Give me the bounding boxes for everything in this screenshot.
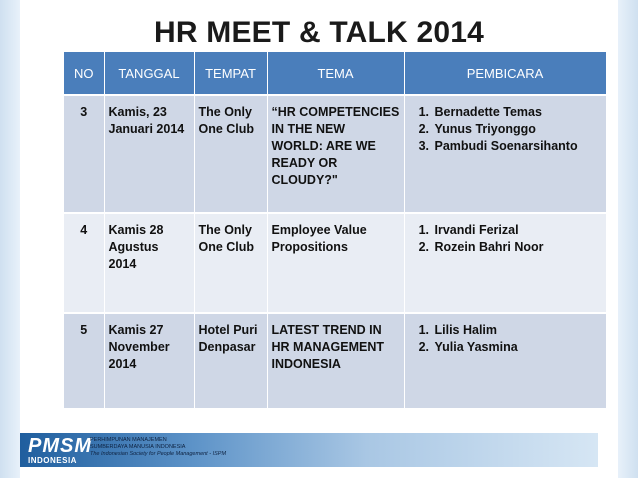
speaker-item: 1. Irvandi Ferizal — [433, 222, 602, 239]
speaker-item: 3. Pambudi Soenarsihanto — [433, 138, 602, 155]
header-no: NO — [64, 52, 104, 95]
org-line-1: PERHIMPUNAN MANAJEMEN — [90, 437, 167, 443]
event-schedule-table — [64, 52, 607, 408]
header-tema: TEMA — [267, 52, 404, 95]
speaker-item: 1. Bernadette Temas — [433, 104, 602, 121]
cell-tanggal: Kamis 27 November 2014 — [104, 313, 194, 408]
speaker-item: 1. Lilis Halim — [433, 322, 602, 339]
right-decorative-strip — [618, 0, 638, 478]
cell-no: 4 — [64, 213, 104, 313]
pmsm-logo — [28, 435, 92, 466]
left-decorative-strip — [0, 0, 20, 478]
speaker-list — [409, 104, 602, 155]
logo-main-text: PMSM — [28, 435, 92, 457]
cell-tempat: Hotel Puri Denpasar — [194, 313, 267, 408]
cell-pembicara — [404, 313, 606, 408]
cell-pembicara — [404, 95, 606, 213]
cell-tema: “HR COMPETENCIES IN THE NEW WORLD: ARE WE READY OR CLOUDY?" — [267, 95, 404, 213]
speaker-list — [409, 222, 602, 256]
table-row — [64, 313, 606, 408]
table-row — [64, 213, 606, 313]
header-tempat: TEMPAT — [194, 52, 267, 95]
header-pembicara: PEMBICARA — [404, 52, 606, 95]
logo-sub-text: INDONESIA — [28, 456, 77, 465]
cell-tema: LATEST TREND IN HR MANAGEMENT INDONESIA — [267, 313, 404, 408]
cell-tempat: The Only One Club — [194, 213, 267, 313]
speaker-list — [409, 322, 602, 356]
cell-tema: Employee Value Propositions — [267, 213, 404, 313]
cell-no: 3 — [64, 95, 104, 213]
cell-pembicara — [404, 213, 606, 313]
table-row — [64, 95, 606, 213]
org-line-2: SUMBERDAYA MANUSIA INDONESIA — [90, 444, 186, 450]
speaker-item: 2. Yulia Yasmina — [433, 339, 602, 356]
cell-tanggal: Kamis 28 Agustus 2014 — [104, 213, 194, 313]
speaker-item: 2. Yunus Triyonggo — [433, 121, 602, 138]
org-line-3: The Indonesian Society for People Management - ISPM — [90, 451, 227, 457]
organization-name — [90, 437, 226, 458]
speaker-item: 2. Rozein Bahri Noor — [433, 239, 602, 256]
slide-title: HR MEET & TALK 2014 — [154, 16, 484, 49]
cell-tempat: The Only One Club — [194, 95, 267, 213]
table-header-row — [64, 52, 606, 95]
cell-tanggal: Kamis, 23 Januari 2014 — [104, 95, 194, 213]
cell-no: 5 — [64, 313, 104, 408]
header-tanggal: TANGGAL — [104, 52, 194, 95]
